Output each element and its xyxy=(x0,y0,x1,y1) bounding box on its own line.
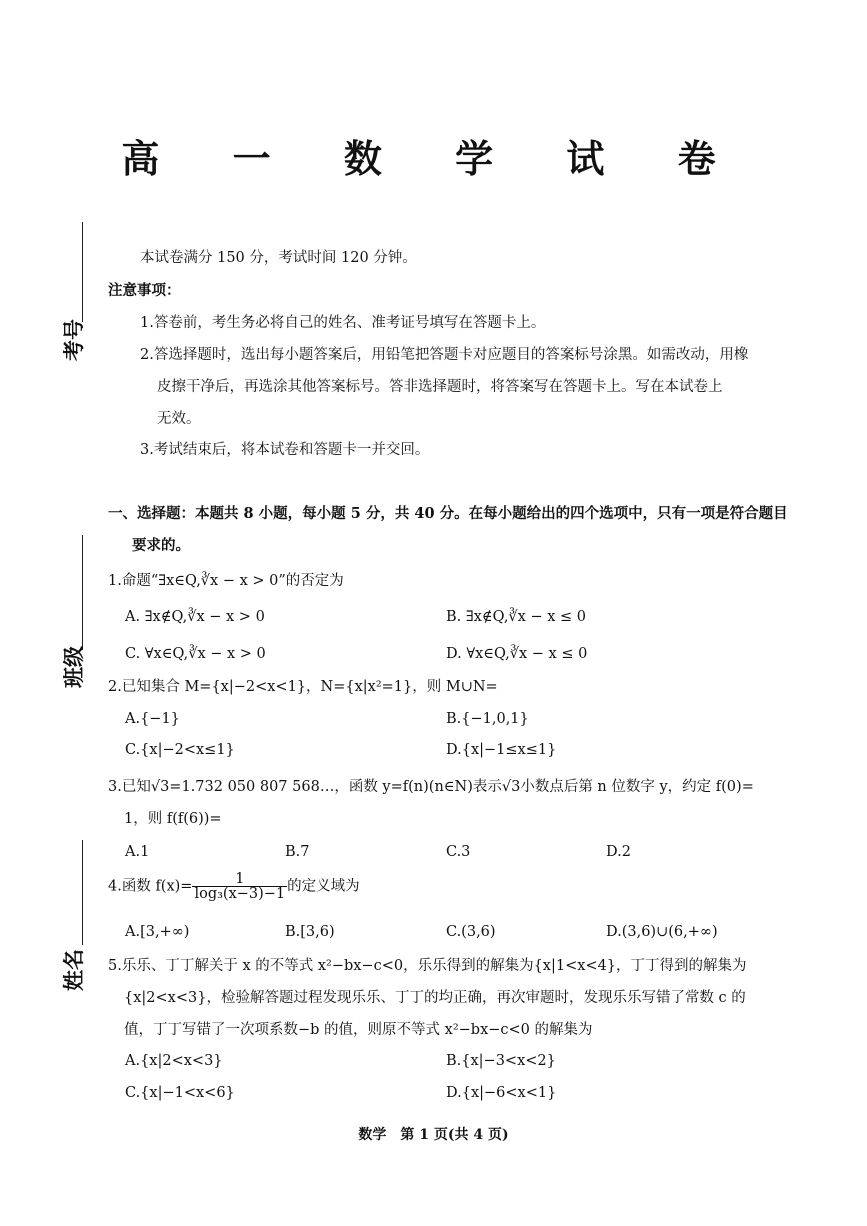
q4-option-d: D.(3,6)∪(6,+∞) xyxy=(606,924,718,940)
question-5-stem: 5.乐乐、丁丁解关于 x 的不等式 x²−bx−c<0，乐乐得到的解集为{x|1<x<4}，丁丁得到的解集为 xyxy=(108,958,747,974)
q1-option-a: A. ∃x∉Q,∛x − x > 0 xyxy=(125,609,265,625)
q4-fraction xyxy=(192,872,287,901)
q3-option-c: C.3 xyxy=(446,844,471,860)
exam-intro: 本试卷满分 150 分，考试时间 120 分钟。 xyxy=(140,250,417,266)
q4-option-a: A.[3,+∞) xyxy=(125,924,190,940)
notice-2-end: 无效。 xyxy=(157,411,201,427)
q4-stem-pre: 4.函数 f(x)= xyxy=(108,878,193,895)
q1-option-b: B. ∃x∉Q,∛x − x ≤ 0 xyxy=(446,609,586,625)
notice-2: 2.答选择题时，选出每小题答案后，用铅笔把答题卡对应题目的答案标号涂黑。如需改动，用橡 xyxy=(140,347,749,363)
q3-option-d: D.2 xyxy=(606,844,631,860)
question-3-stem-cont: 1，则 f(f(6))= xyxy=(124,811,222,827)
notice-heading: 注意事项： xyxy=(108,282,181,299)
q4-frac-numerator: 1 xyxy=(192,872,287,887)
q3-option-a: A.1 xyxy=(125,844,150,860)
q1-option-c: C. ∀x∈Q,∛x − x > 0 xyxy=(125,646,266,662)
question-5-stem-cont1: {x|2<x<3}，检验解答题过程发现乐乐、丁丁的均正确，再次审题时，发现乐乐写错了常数 c 的 xyxy=(124,990,746,1006)
question-3-stem: 3.已知√3=1.732 050 807 568…，函数 y=f(n)(n∈N)表示√3小数点后第 n 位数字 y，约定 f(0)= xyxy=(108,779,754,795)
page-footer: 数学 第 1 页(共 4 页) xyxy=(358,1127,509,1143)
binding-line-3 xyxy=(82,840,83,945)
notice-1: 1.答卷前，考生务必将自己的姓名、准考证号填写在答题卡上。 xyxy=(140,315,546,331)
q4-option-c: C.(3,6) xyxy=(446,924,496,940)
q2-option-d: D.{x|−1≤x≤1} xyxy=(446,742,557,758)
q2-option-c: C.{x|−2<x≤1} xyxy=(125,742,235,758)
q4-frac-denominator: log₃(x−3)−1 xyxy=(194,886,286,902)
binding-line-2 xyxy=(82,535,83,650)
question-4-stem xyxy=(108,872,360,901)
q4-option-b: B.[3,6) xyxy=(285,924,335,940)
binding-line-1 xyxy=(82,222,83,322)
q5-option-b: B.{x|−3<x<2} xyxy=(446,1053,556,1069)
question-1-stem: 1.命题“∃x∈Q,∛x − x > 0”的否定为 xyxy=(108,573,344,589)
side-label-name: 姓名 xyxy=(62,949,86,991)
q1-option-d: D. ∀x∈Q,∛x − x ≤ 0 xyxy=(446,646,588,662)
q4-stem-post: 的定义域为 xyxy=(287,878,360,895)
question-2-stem: 2.已知集合 M={x|−2<x<1}，N={x|x²=1}，则 M∪N= xyxy=(108,679,498,695)
side-label-class: 班级 xyxy=(62,646,86,688)
notice-3: 3.考试结束后，将本试卷和答题卡一并交回。 xyxy=(140,442,430,458)
side-label-exam-number: 考号 xyxy=(62,319,86,361)
q2-option-a: A.{−1} xyxy=(125,711,180,727)
section-heading: 一、选择题：本题共 8 小题，每小题 5 分，共 40 分。在每小题给出的四个选项中，只有一项是符合题目 xyxy=(108,505,788,522)
question-5-stem-cont2: 值，丁丁写错了一次项系数−b 的值，则原不等式 x²−bx−c<0 的解集为 xyxy=(124,1022,593,1038)
q5-option-a: A.{x|2<x<3} xyxy=(125,1053,223,1069)
q3-option-b: B.7 xyxy=(285,844,310,860)
q5-option-c: C.{x|−1<x<6} xyxy=(125,1085,235,1101)
notice-2-cont: 皮擦干净后，再选涂其他答案标号。答非选择题时，将答案写在答题卡上。写在本试卷上 xyxy=(157,379,723,395)
q5-option-d: D.{x|−6<x<1} xyxy=(446,1085,557,1101)
section-heading-cont: 要求的。 xyxy=(132,537,190,554)
q2-option-b: B.{−1,0,1} xyxy=(446,711,529,727)
page-title: 高 一 数 学 试 卷 xyxy=(121,137,746,181)
